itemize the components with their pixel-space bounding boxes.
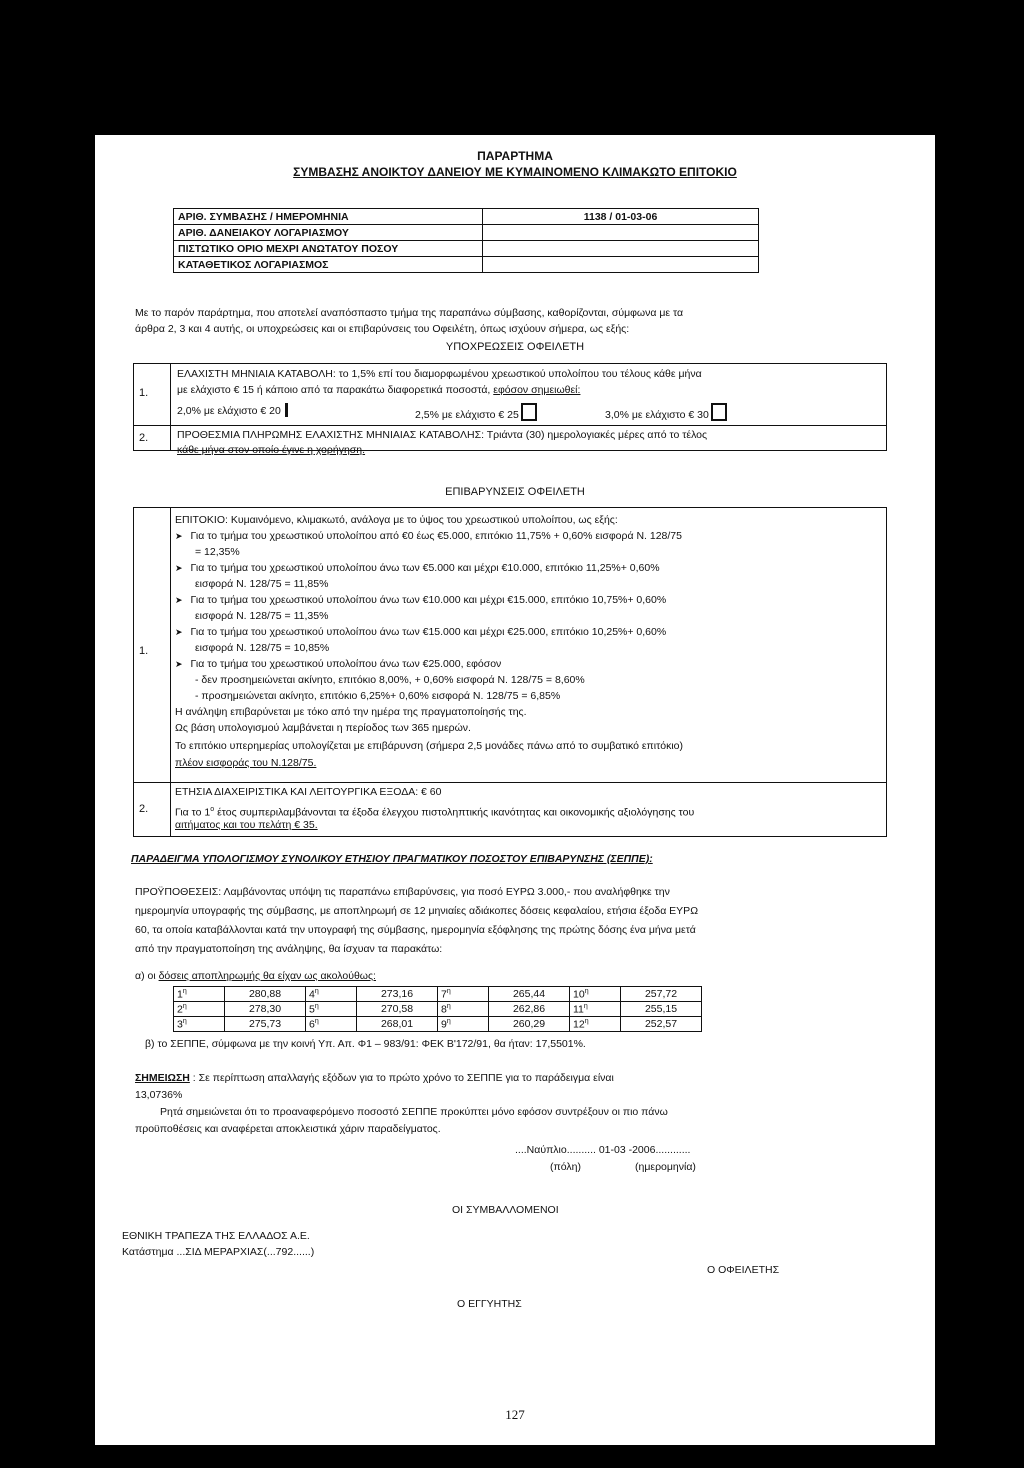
- installments-table: [173, 986, 702, 1032]
- obligations-heading: ΥΠΟΧΡΕΩΣΕΙΣ ΟΦΕΙΛΕΤΗ: [445, 341, 585, 353]
- option-3pct-checkbox[interactable]: [711, 403, 727, 421]
- interest-heading: ΕΠΙΤΟΚΙΟ: Κυμαινόμενο, κλιμακωτό, ανάλογα με το ύψος του χρεωστικού υπολοίπου, ως εξής:: [175, 514, 618, 526]
- interest-tier-4: ➤ Για το τμήμα του χρεωστικού υπολοίπου άνω των €15.000 και μέχρι €25.000, επιτόκιο 10,25%+ 0,60%: [175, 626, 667, 638]
- option-25pct: [415, 403, 537, 423]
- deposit-account-label: ΚΑΤΑΘΕΤΙΚΟΣ ΛΟΓΑΡΙΑΣΜΟΣ: [174, 257, 483, 273]
- table-row: [174, 257, 759, 273]
- option-2pct: [177, 403, 288, 419]
- place-date: ....Ναύπλιο.......... 01-03 -2006............: [515, 1144, 691, 1156]
- interest-note: Η ανάληψη επιβαρύνεται με τόκο από την ημέρα της πραγματοποίησής της.: [175, 706, 527, 718]
- option-3pct-label: 3,0% με ελάχιστο € 30: [605, 409, 709, 421]
- divider: [170, 363, 171, 450]
- loan-account-value: [483, 225, 759, 241]
- guarantor-label: Ο ΕΓΓΥΗΤΗΣ: [457, 1298, 522, 1310]
- table-row: [174, 225, 759, 241]
- table-row: [174, 209, 759, 225]
- intro-line: άρθρα 2, 3 και 4 αυτής, οι υποχρεώσεις και οι επιβαρύνσεις του Οφειλέτη, όπως ισχύουν σήμερα, ως εξής:: [135, 323, 630, 335]
- min-payment-options-intro: [177, 383, 580, 398]
- default-interest-note: Το επιτόκιο υπερημερίας υπολογίζεται με επιβάρυνση (σήμερα 2,5 μονάδες πάνω από το συμβατικό επιτόκιο): [175, 740, 684, 752]
- arrow-bullet-icon: ➤: [175, 659, 183, 669]
- item-number: 2.: [139, 803, 149, 815]
- debtor-label: Ο ΟΦΕΙΛΕΤΗΣ: [707, 1264, 780, 1276]
- divider: [133, 782, 886, 783]
- option-2pct-checkbox[interactable]: [285, 403, 288, 417]
- interest-tier-1-total: = 12,35%: [195, 546, 240, 558]
- arrow-bullet-icon: ➤: [175, 563, 183, 573]
- contract-id-table: [173, 208, 759, 273]
- page-subtitle: ΣΥΜΒΑΣΗΣ ΑΝΟΙΚΤΟΥ ΔΑΝΕΙΟΥ ΜΕ ΚΥΜΑΙΝΟΜΕΝΟ ΚΛΙΜΑΚΩΤΟ ΕΠΙΤΟΚΙΟ: [293, 165, 737, 179]
- item-number: 1.: [139, 645, 149, 657]
- divider: [170, 507, 171, 836]
- table-row: $1^\eta$ 280,88 $4^\eta$ 273,16 $7^\eta$ 265,44 $10^\eta$ 257,72: [174, 987, 702, 1002]
- installments-intro: α) οι δόσεις αποπληρωμής θα είχαν ως ακολούθως:: [135, 970, 376, 982]
- interest-tier-5: ➤ Για το τμήμα του χρεωστικού υπολοίπου άνω των €25.000, εφόσον: [175, 658, 502, 670]
- interest-tier-3: ➤ Για το τμήμα του χρεωστικού υπολοίπου άνω των €10.000 και μέχρι €15.000, επιτόκιο 10,75%+ 0,60%: [175, 594, 667, 606]
- loan-account-label: ΑΡΙΘ. ΔΑΝΕΙΑΚΟΥ ΛΟΓΑΡΙΑΣΜΟΥ: [174, 225, 483, 241]
- annual-fees: ΕΤΗΣΙΑ ΔΙΑΧΕΙΡΙΣΤΙΚΑ ΚΑΙ ΛΕΙΤΟΥΡΓΙΚΑ ΕΞΟΔΑ: € 60: [175, 786, 442, 798]
- option-3pct: [605, 403, 727, 423]
- intro-paragraph: [135, 305, 925, 337]
- option-2pct-label: 2,0% με ελάχιστο € 20: [177, 405, 281, 417]
- contract-number-label: ΑΡΙΘ. ΣΥΜΒΑΣΗΣ / ΗΜΕΡΟΜΗΝΙΑ: [174, 209, 483, 225]
- interest-tier-5-option-b: - προσημειώνεται ακίνητο, επιτόκιο 6,25%+ 0,60% εισφορά Ν. 128/75 = 6,85%: [195, 690, 561, 702]
- note-label: ΣΗΜΕΙΩΣΗ: [135, 1072, 190, 1084]
- divider: [133, 425, 886, 426]
- payment-deadline-text: κάθε μήνα στον οποίο έγινε η χορήγηση.: [177, 444, 366, 456]
- interest-tier-1: ➤ Για το τμήμα του χρεωστικού υπολοίπου από €0 έως €5.000, επιτόκιο 11,75% + 0,60% εισφορά Ν. 128/75: [175, 530, 682, 542]
- interest-tier-4-total: εισφορά Ν. 128/75 = 10,85%: [195, 642, 330, 654]
- interest-tier-5-option-a: - δεν προσημειώνεται ακίνητο, επιτόκιο 8,00%, + 0,60% εισφορά Ν. 128/75 = 8,60%: [195, 674, 585, 686]
- page-title: ΠΑΡΑΡΤΗΜΑ: [477, 149, 553, 163]
- deposit-account-value: [483, 257, 759, 273]
- parties-heading: ΟΙ ΣΥΜΒΑΛΛΟΜΕΝΟΙ: [452, 1204, 559, 1216]
- page-number: 127: [505, 1407, 525, 1422]
- date-label: (ημερομηνία): [635, 1161, 696, 1173]
- table-row: [174, 241, 759, 257]
- table-row: $2^\eta$ 278,30 $5^\eta$ 270,58 $8^\eta$ 262,86 $11^\eta$ 255,15: [174, 1002, 702, 1017]
- table-row: $3^\eta$ 275,73 $6^\eta$ 268,01 $9^\eta$ 260,29 $12^\eta$ 252,57: [174, 1017, 702, 1032]
- arrow-bullet-icon: ➤: [175, 627, 183, 637]
- credit-limit-label: ΠΙΣΤΩΤΙΚΟ ΟΡΙΟ ΜΕΧΡΙ ΑΝΩΤΑΤΟΥ ΠΟΣΟΥ: [174, 241, 483, 257]
- intro-line: Με το παρόν παράρτημα, που αποτελεί αναπόσπαστο τμήμα της παραπάνω σύμβασης, καθορίζονται, σύμφωνα με τα: [135, 307, 684, 319]
- item-number: 2.: [139, 432, 149, 444]
- options-link-text: εφόσον σημειωθεί:: [493, 384, 581, 396]
- arrow-bullet-icon: ➤: [175, 531, 183, 541]
- credit-limit-value: [483, 241, 759, 257]
- first-year-fees: αιτήματος και του πελάτη € 35.: [175, 819, 318, 831]
- interest-note: Ως βάση υπολογισμού λαμβάνεται η περίοδος των 365 ημερών.: [175, 722, 471, 734]
- first-year-fees: Για το $1^o$ έτος συμπεριλαμβάνονται τα έξοδα έλεγχου πιστοληπτικής ικανότητας και οικονομικής αξιολόγησης του: [175, 806, 695, 819]
- option-25pct-label: 2,5% με ελάχιστο € 25: [415, 409, 519, 421]
- options-text: με ελάχιστο € 15 ή κάποιο από τα παρακάτω διαφορετικά ποσοστά,: [177, 384, 491, 396]
- option-25pct-checkbox[interactable]: [521, 403, 537, 421]
- interest-tier-2: ➤ Για το τμήμα του χρεωστικού υπολοίπου άνω των €5.000 και μέχρι €10.000, επιτόκιο 11,25%+ 0,60%: [175, 562, 660, 574]
- arrow-bullet-icon: ➤: [175, 595, 183, 605]
- apr-result: β) το ΣΕΠΠΕ, σύμφωνα με την κοινή Υπ. Απ. Φ1 – 983/91: ΦΕΚ Β'172/91, θα ήταν: 17,5501%.: [145, 1038, 586, 1050]
- bank-name: ΕΘΝΙΚΗ ΤΡΑΠΕΖΑ ΤΗΣ ΕΛΛΑΔΟΣ Α.Ε.: [122, 1230, 310, 1242]
- charges-heading: ΕΠΙΒΑΡΥΝΣΕΙΣ ΟΦΕΙΛΕΤΗ: [445, 486, 585, 498]
- default-interest-note: πλέον εισφοράς του Ν.128/75.: [175, 757, 317, 769]
- example-conditions: ΠΡΟΫΠΟΘΕΣΕΙΣ: Λαμβάνοντας υπόψη τις παραπάνω επιβαρύνσεις, για ποσό ΕΥΡΩ 3.000,- που αναλήφθηκε την ημερομηνία υπογραφής της σύμβασης, με αποπληρωμή σε 12 μηνιαίες αδιάκοπες δόσεις κεφαλαίου, ετήσια έξοδα ΕΥΡΩ 60, τα οποία καταβάλλονται κατά την υπογραφή της σύμβασης, ημερομηνία εξόφλησης της πρώτης δόσης ένα μήνα μετά από την πραγματοποίηση της ανάληψης, θα ίσχυαν τα παρακάτω:: [135, 886, 699, 955]
- place-label: (πόλη): [550, 1161, 581, 1173]
- min-payment-text: ΕΛΑΧΙΣΤΗ ΜΗΝΙΑΙΑ ΚΑΤΑΒΟΛΗ: το 1,5% επί του διαμορφωμένου χρεωστικού υπολοίπου του τέλους κάθε μήνα: [177, 368, 702, 380]
- example-heading: ΠΑΡΑΔΕΙΓΜΑ ΥΠΟΛΟΓΙΣΜΟΥ ΣΥΝΟΛΙΚΟΥ ΕΤΗΣΙΟΥ ΠΡΑΓΜΑΤΙΚΟΥ ΠΟΣΟΣΤΟΥ ΕΠΙΒΑΡΥΝΣΗΣ (ΣΕΠΠΕ):: [131, 853, 653, 865]
- item-number: 1.: [139, 387, 149, 399]
- contract-number-value: 1138 / 01-03-06: [483, 209, 759, 225]
- document-page: [95, 135, 935, 1445]
- note-paragraph: ΣΗΜΕΙΩΣΗ : Σε περίπτωση απαλλαγής εξόδων για το πρώτο χρόνο το ΣΕΠΠΕ για το παράδειγμα είναι 13,0736% Ρητά σημειώνεται ότι το προαναφερόμενο ποσοστό ΣΕΠΠΕ προκύπτει μόνο εφόσον συντρέξουν οι πιο πάνω προϋποθέσεις και αναφέρεται αποκλειστικά χάριν παραδείγματος.: [135, 1072, 668, 1135]
- payment-deadline-text: ΠΡΟΘΕΣΜΙΑ ΠΛΗΡΩΜΗΣ ΕΛΑΧΙΣΤΗΣ ΜΗΝΙΑΙΑΣ ΚΑΤΑΒΟΛΗΣ: Τριάντα (30) ημερολογιακές μέρες από το τέλος: [177, 429, 708, 441]
- interest-tier-3-total: εισφορά Ν. 128/75 = 11,35%: [195, 610, 329, 622]
- interest-tier-2-total: εισφορά Ν. 128/75 = 11,85%: [195, 578, 329, 590]
- branch-name: Κατάστημα ...ΣΙΔ ΜΕΡΑΡΧΙΑΣ(...792......): [122, 1246, 315, 1258]
